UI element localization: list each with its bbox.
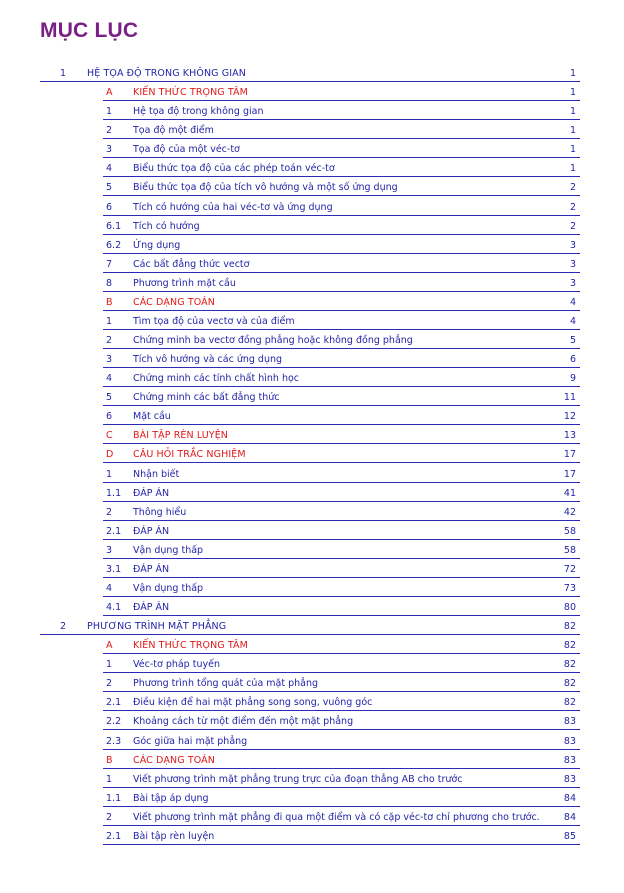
toc-section-row[interactable] — [103, 292, 580, 311]
toc-title: Véc-tơ pháp tuyến — [133, 659, 220, 671]
toc-number: 2.3 — [106, 735, 122, 747]
toc-entry-row[interactable] — [103, 273, 580, 292]
toc-section-row[interactable] — [103, 750, 580, 769]
toc-number: 5 — [106, 392, 113, 404]
toc-entry-row[interactable] — [103, 521, 580, 540]
toc-number: 1 — [106, 468, 113, 480]
toc-page-number: 5 — [569, 335, 576, 346]
toc-entry-row[interactable] — [103, 673, 580, 692]
toc-title: Tọa độ một điểm — [133, 125, 214, 137]
toc-number: 4 — [106, 373, 113, 385]
toc-chapter-row[interactable] — [40, 616, 580, 635]
toc-entry-row[interactable] — [103, 406, 580, 425]
toc-number: 3 — [106, 354, 113, 366]
toc-entry-row[interactable] — [103, 559, 580, 578]
toc-page-number: 1 — [569, 125, 576, 137]
toc-page-number: 2 — [569, 220, 576, 232]
toc-page-number: 42 — [563, 506, 576, 518]
toc-entry-row[interactable] — [103, 731, 580, 750]
toc-entry-row[interactable] — [103, 139, 580, 158]
toc-title: Phương trình mặt cầu — [133, 277, 236, 289]
toc-title: Hệ tọa độ trong không gian — [133, 106, 264, 118]
toc-page-number: 4 — [569, 315, 576, 327]
toc-page-number: 1 — [569, 68, 576, 79]
toc-entry-row[interactable] — [103, 101, 580, 120]
toc-title: Tích có hướng của hai véc-tơ và ứng dụng — [133, 201, 333, 213]
toc-entry-row[interactable] — [103, 711, 580, 730]
toc-number: 1 — [106, 315, 113, 327]
toc-entry-row[interactable] — [103, 540, 580, 559]
toc-number: 6 — [106, 201, 113, 213]
toc-page-number: 58 — [563, 544, 576, 556]
toc-section-row[interactable] — [103, 444, 580, 463]
toc-entry-row[interactable] — [103, 197, 580, 216]
toc-number: 6.2 — [106, 239, 122, 251]
toc-title: Góc giữa hai mặt phẳng — [133, 735, 248, 747]
toc-title: ĐÁP ÁN — [133, 487, 170, 499]
toc-title: Tích vô hướng và các ứng dụng — [133, 354, 283, 366]
toc-title: ĐÁP ÁN — [133, 602, 170, 613]
toc-number: 4 — [106, 582, 113, 594]
toc-page-number: 1 — [569, 144, 576, 156]
toc-number: 2.1 — [106, 697, 122, 709]
toc-title: Tọa độ của một véc-tơ — [133, 144, 240, 156]
toc-title: Phương trình tổng quát của mặt phẳng — [133, 678, 319, 690]
toc-page-number: 72 — [563, 563, 576, 575]
toc-page-number: 2 — [569, 182, 576, 194]
toc-title: Biểu thức tọa độ của tích vô hướng và một số ứng dụng — [133, 182, 398, 194]
toc-number: 5 — [106, 182, 113, 194]
toc-entry-row[interactable] — [103, 120, 580, 139]
toc-number: 2 — [60, 621, 67, 632]
toc-number: 2.1 — [106, 830, 122, 842]
toc-number: 3.1 — [106, 563, 122, 575]
toc-page-number: 1 — [569, 87, 576, 99]
toc-section-row[interactable] — [103, 635, 580, 654]
toc-page-number: 3 — [569, 277, 576, 289]
toc-number: A — [106, 640, 113, 652]
toc-title: Chứng minh các tính chất hình học — [133, 373, 300, 385]
toc-title: PHƯƠNG TRÌNH MẶT PHẲNG — [87, 621, 227, 632]
toc-title: Các bất đẳng thức vectơ — [133, 258, 250, 270]
toc-title: Viết phương trình mặt phẳng trung trực của đoạn thẳng AB cho trước — [133, 773, 463, 785]
toc-title: Bài tập rèn luyện — [133, 830, 215, 842]
toc-number: 1.1 — [106, 792, 122, 804]
toc-entry-row[interactable] — [103, 769, 580, 788]
toc-title: KIẾN THỨC TRỌNG TÂM — [133, 87, 248, 99]
toc-entry-row[interactable] — [103, 654, 580, 673]
toc-entry-row[interactable] — [103, 177, 580, 196]
toc-number: C — [106, 430, 113, 442]
toc-entry-row[interactable] — [103, 311, 580, 330]
toc-entry-row[interactable] — [103, 330, 580, 349]
toc-page-number: 58 — [563, 525, 576, 537]
toc-title: BÀI TẬP RÈN LUYỆN — [133, 430, 229, 442]
toc-entry-row[interactable] — [103, 216, 580, 235]
toc-page-number: 84 — [563, 792, 576, 804]
toc-entry-row[interactable] — [103, 387, 580, 406]
toc-page-number: 85 — [563, 830, 576, 842]
toc-number: 3 — [106, 144, 113, 156]
toc-title: Nhận biết — [133, 468, 180, 480]
toc-page-number: 84 — [563, 811, 576, 823]
toc-number: 2.1 — [106, 525, 122, 537]
toc-entry-row[interactable] — [103, 158, 580, 177]
toc-number: 7 — [106, 258, 113, 270]
toc-title: ĐÁP ÁN — [133, 525, 170, 537]
toc-section-row[interactable] — [103, 425, 580, 444]
toc-title: Biểu thức tọa độ của các phép toán véc-tơ — [133, 163, 335, 175]
toc-page-number: 3 — [569, 239, 576, 251]
toc-number: A — [106, 87, 113, 99]
toc-number: 1 — [106, 773, 113, 785]
toc-entry-row[interactable] — [103, 578, 580, 597]
toc-page-number: 2 — [569, 201, 576, 213]
toc-title: CÂU HỎI TRẮC NGHIỆM — [133, 449, 246, 461]
toc-page-number: 9 — [569, 373, 576, 385]
toc-number: 1 — [106, 106, 113, 118]
toc-page-number: 83 — [563, 773, 576, 785]
toc-number: B — [106, 296, 113, 308]
toc-page-number: 13 — [563, 430, 576, 442]
toc-page-number: 4 — [569, 296, 576, 308]
toc-page-number: 17 — [563, 449, 576, 461]
toc-number: 2 — [106, 811, 113, 823]
toc-page-number: 83 — [563, 716, 576, 728]
toc-section-row[interactable] — [103, 82, 580, 101]
toc-number: 4 — [106, 163, 113, 175]
toc-title: Chứng minh các bất đẳng thức — [133, 392, 280, 404]
toc-page-number: 82 — [563, 640, 576, 652]
toc-title: ĐÁP ÁN — [133, 563, 170, 575]
toc-number: 6 — [106, 411, 113, 423]
toc-title: Thông hiểu — [133, 506, 187, 518]
toc-entry-row[interactable] — [103, 483, 580, 502]
toc-page-number: 6 — [569, 354, 576, 366]
toc-page-number: 12 — [563, 411, 576, 423]
toc-page-number: 3 — [569, 258, 576, 270]
toc-title: KIẾN THỨC TRỌNG TÂM — [133, 640, 248, 652]
toc-number: 4.1 — [106, 602, 122, 613]
toc-entry-row[interactable] — [103, 349, 580, 368]
toc-page-number: 82 — [563, 678, 576, 690]
toc-title: Khoảng cách từ một điểm đến một mặt phẳng — [133, 716, 354, 728]
toc-number: 2 — [106, 335, 113, 346]
toc-number: 1 — [106, 659, 113, 671]
toc-title: Vận dụng thấp — [133, 544, 204, 556]
toc-title: Chứng minh ba vectơ đồng phẳng hoặc không đồng phẳng — [133, 335, 413, 346]
toc-number: 2 — [106, 506, 113, 518]
toc-number: 2 — [106, 125, 113, 137]
toc-page-number: 82 — [563, 621, 576, 632]
toc-page-number: 80 — [563, 602, 576, 613]
toc-entry-row[interactable] — [103, 464, 580, 483]
toc-entry-row[interactable] — [103, 597, 580, 616]
page-title: MỤC LỤC — [40, 19, 139, 42]
toc-number: B — [106, 754, 113, 766]
toc-number: 2 — [106, 678, 113, 690]
toc-page-number: 83 — [563, 735, 576, 747]
toc-page-number: 1 — [569, 163, 576, 175]
toc-title: Vận dụng thấp — [133, 582, 204, 594]
toc-entry-row[interactable] — [103, 254, 580, 273]
toc-number: 3 — [106, 544, 113, 556]
toc-page-number: 17 — [563, 468, 576, 480]
toc-page-number: 82 — [563, 697, 576, 709]
toc-title: Ứng dụng — [133, 239, 181, 251]
toc-title: Tích có hướng — [133, 220, 200, 232]
toc-page-number: 41 — [563, 487, 576, 499]
toc-number: D — [106, 449, 114, 461]
toc-title: CÁC DẠNG TOÁN — [133, 296, 215, 308]
toc-title: Mặt cầu — [133, 411, 171, 423]
toc-page-number: 82 — [563, 659, 576, 671]
toc-entry-row[interactable] — [103, 826, 580, 845]
toc-title: Điều kiện để hai mặt phẳng song song, vuông góc — [133, 697, 373, 709]
toc-title: Bài tập áp dụng — [133, 792, 209, 804]
toc-entry-row[interactable] — [103, 807, 580, 826]
toc-number: 6.1 — [106, 220, 122, 232]
toc-entry-row[interactable] — [103, 692, 580, 711]
toc-title: Viết phương trình mặt phẳng đi qua một điểm và có cặp véc-tơ chỉ phương cho trước. — [133, 811, 540, 823]
toc-title: CÁC DẠNG TOÁN — [133, 754, 215, 766]
toc-page-number: 83 — [563, 754, 576, 766]
toc-entry-row[interactable] — [103, 235, 580, 254]
toc-page-number: 11 — [563, 392, 576, 404]
toc-number: 8 — [106, 277, 113, 289]
toc-number: 1 — [60, 68, 67, 79]
toc-entry-row[interactable] — [103, 368, 580, 387]
toc-entry-row[interactable] — [103, 788, 580, 807]
toc-page-number: 73 — [563, 582, 576, 594]
toc-title: HỆ TỌA ĐỘ TRONG KHÔNG GIAN — [87, 68, 246, 79]
toc-page-number: 1 — [569, 106, 576, 118]
toc-entry-row[interactable] — [103, 502, 580, 521]
toc-number: 2.2 — [106, 716, 122, 728]
toc-title: Tìm tọa độ của vectơ và của điểm — [133, 315, 295, 327]
toc-chapter-row[interactable] — [40, 63, 580, 82]
toc-number: 1.1 — [106, 487, 122, 499]
